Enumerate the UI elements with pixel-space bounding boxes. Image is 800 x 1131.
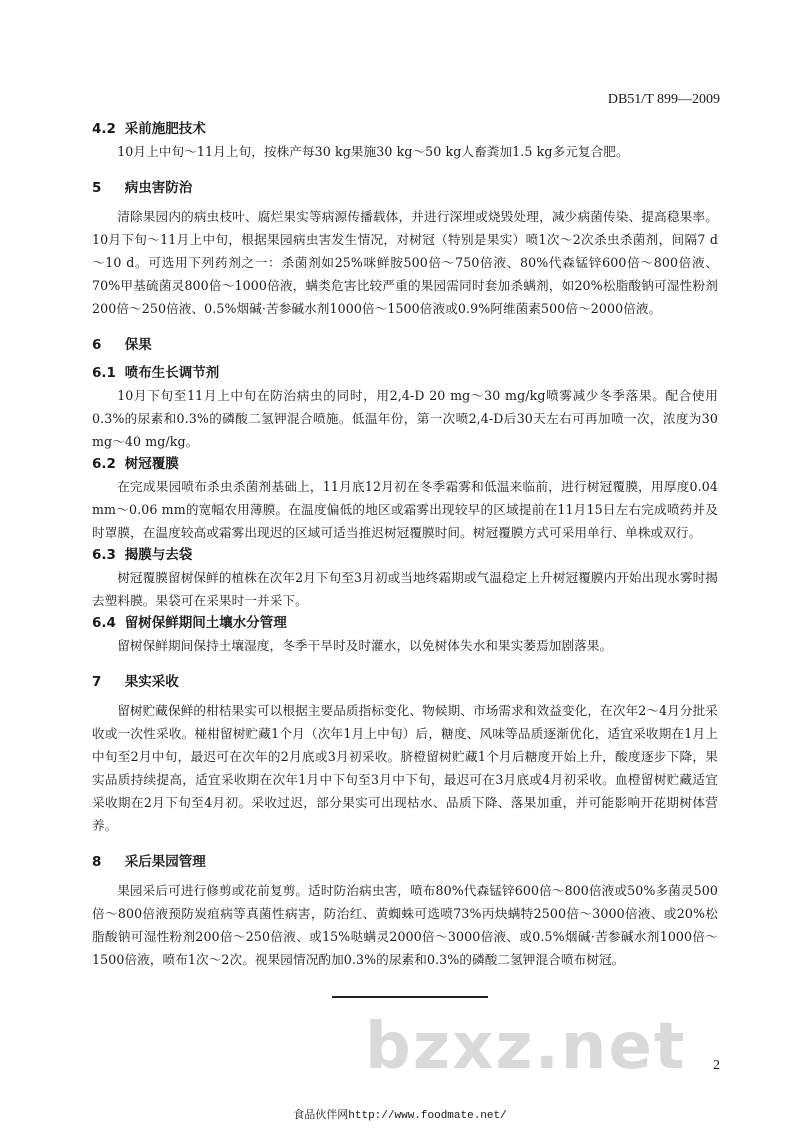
section-7 [92, 671, 718, 837]
paragraph: 清除果园内的病虫枝叶、腐烂果实等病源传播载体，并进行深埋或烧毁处理，减少病菌传染、提高稳果率。10月下旬～11月上中旬，根据果园病虫害发生情况，对树冠（特别是果实）喷1次～2次杀虫杀菌剂，间隔7 d～10 d。可选用下列药剂之一：杀菌剂如25%咪鲜胺500倍～750倍液、80%代森锰锌600倍～800倍液、70%甲基硫菌灵800倍～1000倍液，螨类危害比较严重的果园需同时套加杀螨剂，如20%松脂酸钠可湿性粉剂200倍～250倍液、0.5%烟碱·苦参碱水剂1000倍～1500倍液或0.9%阿维菌素500倍～2000倍液。 [92, 209, 718, 316]
section-8 [92, 851, 718, 971]
section-number: 6.3 [92, 547, 116, 563]
footer-url[interactable]: http://www.foodmate.net/ [348, 1110, 507, 1122]
section-number: 4.2 [92, 121, 116, 137]
section-number: 6.1 [92, 365, 116, 381]
paragraph: 留树贮藏保鲜的柑桔果实可以根据主要品质指标变化、物候期、市场需求和效益变化，在次年2～4月分批采收或一次性采收。椪柑留树贮藏1个月（次年1月上中旬）后，糖度、风味等品质逐渐优化，适宜采收期在1月上中旬至2月中旬，最迟可在次年的2月底或3月初采收。脐橙留树贮藏1个月后糖度开始上升，酸度逐步下降，果实品质持续提高，适宜采收期在次年1月中下旬至3月中下旬，最迟可在3月底或4月初采收。血橙留树贮藏适宜采收期在2月下旬至4月初。采收过迟，部分果实可出现枯水、品质下降、落果加重，并可能影响开花期树体营养。 [92, 703, 718, 833]
end-rule [332, 996, 488, 998]
document-body [92, 118, 718, 971]
section-6-2 [92, 453, 718, 544]
section-4-2 [92, 118, 718, 163]
paragraph: 10月上中旬～11月上旬，按株产每30 kg果施30 kg～50 kg人畜粪加1.5 kg多元复合肥。 [117, 144, 629, 159]
paragraph: 果园采后可进行修剪或花前复剪。适时防治病虫害，喷布80%代森锰锌600倍～800倍液或50%多菌灵500倍～800倍液预防炭疽病等真菌性病害，防治红、黄蜘蛛可选喷73%丙炔螨特2500倍～3000倍液、或20%松脂酸钠可湿性粉剂200倍～250倍液、或15%哒螨灵2000倍～3000倍液、或0.5%烟碱·苦参碱水剂1000倍～1500倍液，喷布1次～2次。视果园情况酌加0.3%的尿素和0.3%的磷酸二氢钾混合喷布树冠。 [92, 883, 718, 967]
section-title: 喷布生长调节剂 [124, 365, 220, 381]
watermark: bzxz.net [365, 1010, 687, 1084]
section-number: 8 [92, 854, 102, 870]
paragraph: 10月下旬至11月上中旬在防治病虫的同时，用2,4-D 20 mg～30 mg/kg喷雾减少冬季落果。配合使用0.3%的尿素和0.3%的磷酸二氢钾混合喷施。低温年份，第一次喷2,4-D后30天左右可再加喷一次，浓度为30 mg～40 mg/kg。 [92, 388, 718, 449]
section-5 [92, 177, 718, 320]
section-title: 病虫害防治 [124, 180, 193, 196]
section-title: 树冠覆膜 [124, 456, 179, 472]
section-title: 果实采收 [124, 674, 179, 690]
paragraph: 在完成果园喷布杀虫杀菌剂基础上，11月底12月初在冬季霜雾和低温来临前，进行树冠覆膜，用厚度0.04 mm～0.06 mm的宽幅农用薄膜。在温度偏低的地区或霜雾出现较早的区域提前在11月15日左右完成喷药并及时罩膜，在温度较高或霜雾出现迟的区域可适当推迟树冠覆膜时间。树冠覆膜方式可采用单行、单株或双行。 [92, 479, 718, 540]
section-number: 6.4 [92, 615, 116, 631]
section-title: 采后果园管理 [124, 854, 206, 870]
paragraph: 留树保鲜期间保持土壤湿度，冬季干旱时及时灌水，以免树体失水和果实萎焉加剧落果。 [117, 638, 613, 653]
page-number: 2 [713, 1058, 720, 1073]
section-number: 6 [92, 337, 102, 353]
section-6 [92, 334, 718, 356]
section-number: 5 [92, 180, 102, 196]
section-6-4 [92, 612, 718, 657]
footer-label: 食品伙伴网 [293, 1108, 349, 1121]
section-title: 揭膜与去袋 [124, 547, 193, 563]
section-6-3 [92, 544, 718, 612]
section-6-1 [92, 362, 718, 453]
section-number: 6.2 [92, 456, 116, 472]
section-title: 保果 [124, 337, 152, 353]
footer [0, 1106, 800, 1122]
paragraph: 树冠覆膜留树保鲜的植株在次年2月下旬至3月初或当地终霜期或气温稳定上升树冠覆膜内开始出现水雾时揭去塑料膜。果袋可在采果时一并采下。 [92, 570, 718, 608]
document-code: DB51/T 899—2009 [607, 92, 720, 107]
section-title: 留树保鲜期间土壤水分管理 [124, 615, 287, 631]
section-title: 采前施肥技术 [124, 121, 206, 137]
section-number: 7 [92, 674, 102, 690]
